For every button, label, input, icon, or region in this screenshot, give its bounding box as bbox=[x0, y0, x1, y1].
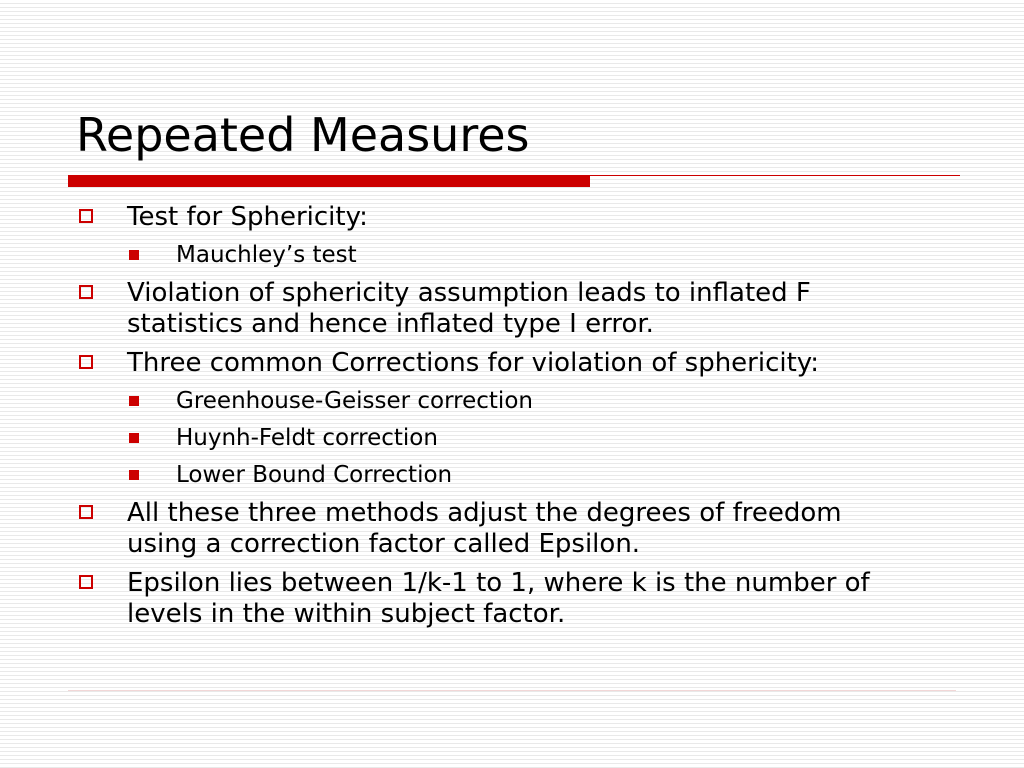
bullet-text-continued: statistics and hence inflated type I error. bbox=[127, 309, 654, 339]
bullet-item-epsilon-adjust bbox=[76, 498, 1006, 560]
filled-square-bullet-icon bbox=[129, 250, 139, 260]
sub-bullet-item-mauchley bbox=[76, 241, 1006, 269]
hollow-square-bullet-icon bbox=[79, 575, 93, 589]
bullet-text-continued: levels in the within subject factor. bbox=[127, 599, 566, 629]
bullet-item-epsilon-range bbox=[76, 568, 1006, 630]
bullet-text: Violation of sphericity assumption leads to inflated F bbox=[127, 278, 811, 308]
filled-square-bullet-icon bbox=[129, 433, 139, 443]
hollow-square-bullet-icon bbox=[79, 355, 93, 369]
hollow-square-bullet-icon bbox=[79, 285, 93, 299]
bullet-list bbox=[76, 202, 1006, 638]
filled-square-bullet-icon bbox=[129, 396, 139, 406]
footer-divider bbox=[68, 690, 956, 691]
hollow-square-bullet-icon bbox=[79, 505, 93, 519]
slide-title: Repeated Measures bbox=[76, 108, 530, 162]
bullet-item-corrections bbox=[76, 348, 1006, 379]
sub-bullet-item-greenhouse-geisser bbox=[76, 387, 1006, 415]
sub-bullet-item-lower-bound bbox=[76, 461, 1006, 489]
sub-bullet-text: Huynh-Feldt correction bbox=[176, 425, 438, 451]
bullet-text: Epsilon lies between 1/k-1 to 1, where k is the number of bbox=[127, 568, 870, 598]
sub-bullet-text: Lower Bound Correction bbox=[176, 462, 453, 488]
bullet-item-violation bbox=[76, 278, 1006, 340]
sub-bullet-text: Mauchley’s test bbox=[176, 242, 357, 268]
bullet-text: Three common Corrections for violation of sphericity: bbox=[127, 348, 820, 378]
bullet-text: All these three methods adjust the degrees of freedom bbox=[127, 498, 842, 528]
hollow-square-bullet-icon bbox=[79, 209, 93, 223]
bullet-text: Test for Sphericity: bbox=[127, 202, 368, 232]
title-underline-bar bbox=[68, 175, 590, 187]
bullet-text-continued: using a correction factor called Epsilon. bbox=[127, 529, 641, 559]
bullet-item-sphericity-test bbox=[76, 202, 1006, 233]
sub-bullet-item-huynh-feldt bbox=[76, 424, 1006, 452]
sub-bullet-text: Greenhouse-Geisser correction bbox=[176, 388, 533, 414]
title-underline-thin bbox=[590, 175, 960, 176]
filled-square-bullet-icon bbox=[129, 470, 139, 480]
